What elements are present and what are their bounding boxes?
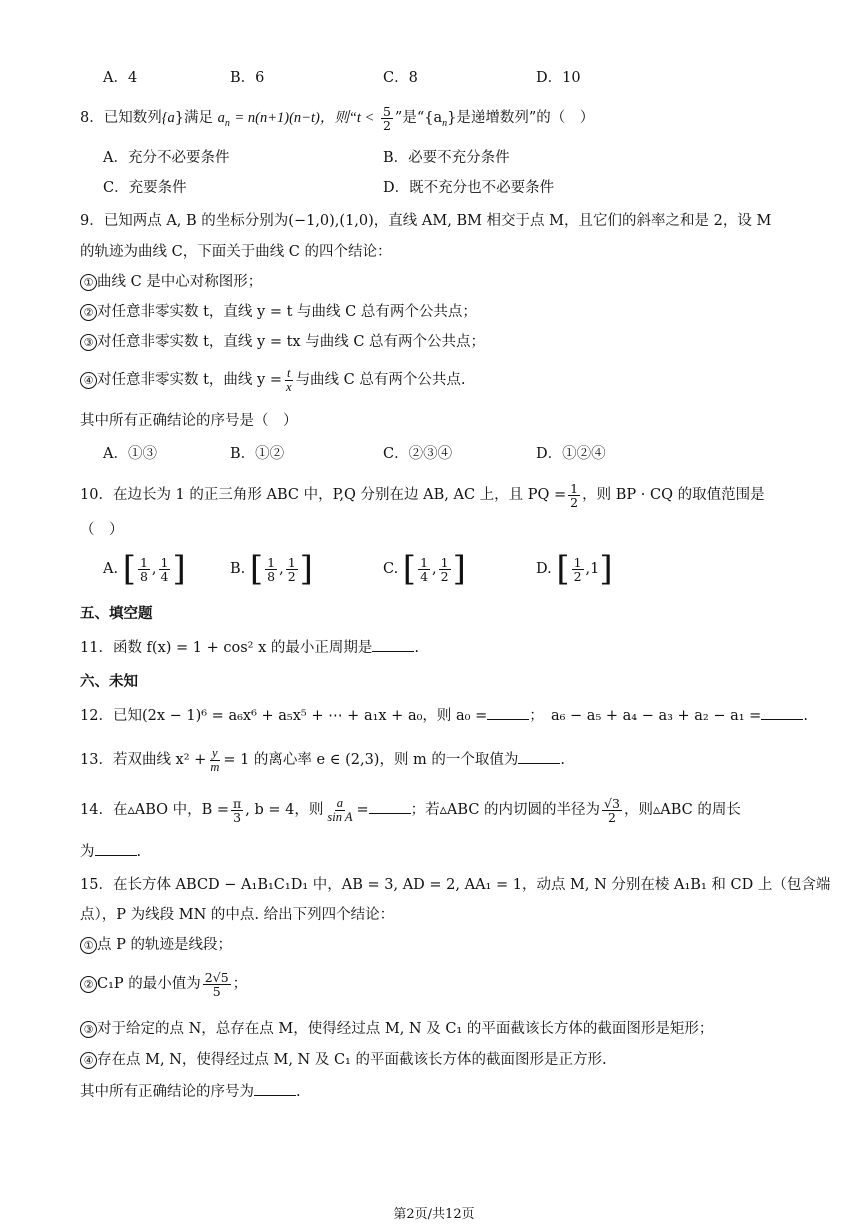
answer-blank	[369, 799, 411, 814]
q8-t: t <	[356, 110, 375, 126]
answer-blank	[372, 637, 414, 652]
q8-option-b: B．必要不充分条件	[383, 150, 510, 166]
q14-line2: 为 .	[80, 840, 868, 864]
q9-statement-3: ③ 对任意非零实数 t，直线 y = tx 与曲线 C 总有两个公共点；	[80, 330, 868, 354]
q10-line2: （ ）	[80, 522, 124, 538]
q9-option-a: A．①③	[103, 446, 157, 462]
circled-4: ④	[80, 372, 97, 389]
q9-option-d: D．①②④	[536, 446, 606, 462]
q10-line1: 10．在边长为 1 的正三角形 ABC 中，P,Q 分别在边 AB, AC 上，且 PQ = $\frac{1}{2}$ ，则 BP · CQ 的取值范围是	[80, 480, 765, 510]
q9-statement-2: ② 对任意非零实数 t，直线 y = t 与曲线 C 总有两个公共点；	[80, 300, 868, 324]
q15-statement-4: ④ 存在点 M, N，使得经过点 M, N 及 C₁ 的平面截该长方体的截面图形是正方形.	[80, 1048, 868, 1072]
q10-option-c: C. [ $\frac{1}{4}$ , $\frac{1}{2}$ ]	[383, 549, 466, 589]
q11: 11．函数 f(x) = 1 + cos² x 的最小正周期是 .	[80, 636, 868, 660]
q10-option-d: D. [ $\frac{1}{2}$ , 1 ]	[536, 549, 613, 589]
q8-option-c: C．充要条件	[103, 180, 187, 196]
q7-option-b: B．6	[230, 70, 265, 86]
q14: 14．在▵ABO 中，B = $\frac{\pi}{3}$ , b = 4，则 $\frac{a}{\text{sin A}}$ = ；若▵ABC 的内切圆的半径为 $\frac{√3}{2}$ ，则▵ABC 的周长	[80, 795, 741, 825]
q8-option-d: D．既不充分也不必要条件	[383, 180, 555, 196]
q9-statement-1: ① 曲线 C 是中心对称图形；	[80, 270, 868, 294]
q7-option-d: D．10	[536, 70, 581, 86]
q15-statement-3: ③ 对于给定的点 N，总存在点 M，使得经过点 M, N 及 C₁ 的平面截该长方体的截面图形是矩形；	[80, 1017, 868, 1041]
circled-1: ①	[80, 274, 97, 291]
q7-option-a: A．4	[103, 70, 138, 86]
section-6-heading: 六、未知	[80, 673, 138, 690]
q15-question: 其中所有正确结论的序号为 .	[80, 1080, 868, 1104]
q9-statement-4: ④ 对任意非零实数 t，曲线 y = $\frac{t}{x}$ 与曲线 C 总有两个公共点.	[80, 364, 868, 396]
q8-formula: = n(n+1)(n−t)，则“	[234, 110, 357, 126]
page-footer: 第2页/共12页	[393, 1207, 475, 1222]
q10-option-b: B. [ $\frac{1}{8}$ , $\frac{1}{2}$ ]	[230, 549, 313, 589]
q8-fraction: $\frac{5}{2}$	[382, 103, 391, 133]
q9-question: 其中所有正确结论的序号是（ ）	[80, 413, 298, 429]
q10-option-a: A. [ $\frac{1}{8}$ , $\frac{1}{4}$ ]	[103, 549, 186, 589]
q15-line1: 15．在长方体 ABCD − A₁B₁C₁D₁ 中，AB = 3, AD = 2, AA₁ = 1，动点 M, N 分别在棱 A₁B₁ 和 CD 上（包含端	[80, 877, 831, 893]
circled-3: ③	[80, 334, 97, 351]
q15-statement-2: ② C₁P 的最小值为 $\frac{2√5}{5}$ ；	[80, 966, 868, 1002]
q12: 12．已知(2x − 1)⁶ = a₆x⁶ + a₅x⁵ + ⋯ + a₁x + a₀，则 a₀ = ； a₆ − a₅ + a₄ − a₃ + a₂ − a₁ = .	[80, 704, 868, 728]
q8-text-c: ”是“{a	[394, 110, 443, 126]
section-5-heading: 五、填空题	[80, 605, 153, 622]
q15-statement-1: ① 点 P 的轨迹是线段；	[80, 933, 868, 957]
q9-option-b: B．①②	[230, 446, 285, 462]
q8-stem: 8．已知数列{a}满足 $a_n = n(n+1)(n-t)$，则“t < $\frac{5}{2}$ ”是“$\{a_n\}$是递增数列”的（ ）	[80, 103, 595, 133]
circled-2: ②	[80, 304, 97, 321]
q9-line2: 的轨迹为曲线 C，下面关于曲线 C 的四个结论：	[80, 244, 392, 260]
q8-text-d: }是递增数列”的（ ）	[447, 110, 595, 126]
answer-blank	[95, 841, 137, 856]
answer-blank	[254, 1081, 296, 1096]
answer-blank	[761, 705, 803, 720]
answer-blank	[518, 749, 560, 764]
answer-blank	[487, 705, 529, 720]
q9-option-c: C．②③④	[383, 446, 453, 462]
q13: 13．若双曲线 x² + $\frac{y}{m}$ = 1 的离心率 e ∈ (2,3)，则 m 的一个取值为 .	[80, 745, 566, 774]
q8-text-b: }满足	[174, 110, 214, 126]
q8-text: 8．已知数列	[80, 110, 162, 126]
q7-option-c: C．8	[383, 70, 418, 86]
q8-option-a: A．充分不必要条件	[103, 150, 230, 166]
q8-seq: {a	[161, 110, 175, 126]
q15-line2: 点），P 为线段 MN 的中点. 给出下列四个结论：	[80, 907, 395, 923]
q9-line1: 9．已知两点 A, B 的坐标分别为(−1,0),(1,0)，直线 AM, BM 相交于点 M，且它们的斜率之和是 2，设 M	[80, 213, 772, 229]
